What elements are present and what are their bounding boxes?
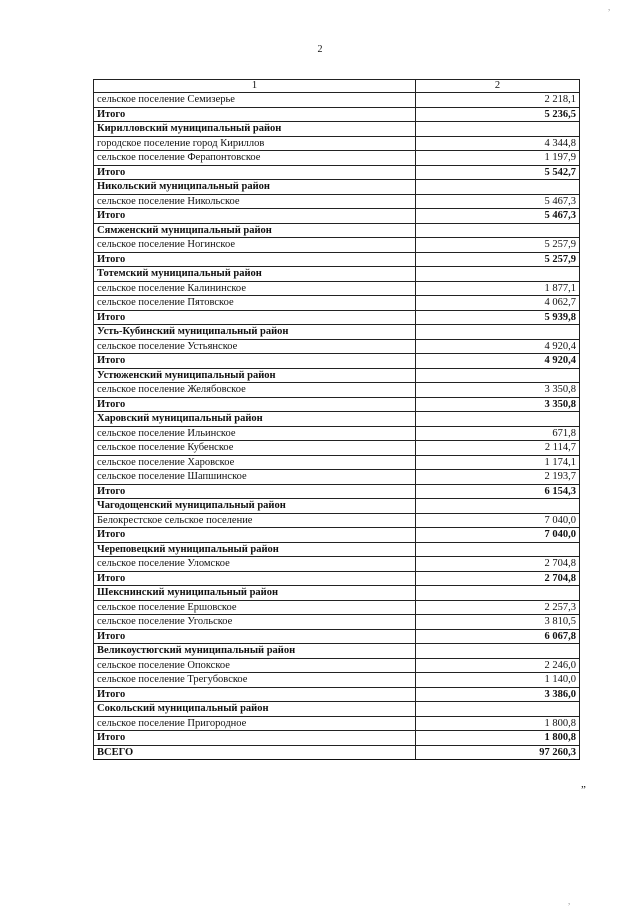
- row-name-cell: Итого: [94, 252, 416, 267]
- budget-allocation-table: [93, 79, 580, 760]
- row-name-cell: сельское поселение Опокское: [94, 658, 416, 673]
- district-header-row: [94, 267, 580, 282]
- settlement-row: [94, 136, 580, 151]
- row-name-cell: сельское поселение Шапшинское: [94, 470, 416, 485]
- settlement-row: [94, 296, 580, 311]
- settlement-row: [94, 194, 580, 209]
- settlement-row: [94, 673, 580, 688]
- row-name-cell: Итого: [94, 484, 416, 499]
- row-value-cell: 5 467,3: [416, 194, 580, 209]
- row-name-cell: Итого: [94, 165, 416, 180]
- row-name-cell: ВСЕГО: [94, 745, 416, 760]
- row-value-cell: 2 193,7: [416, 470, 580, 485]
- row-value-cell: 6 067,8: [416, 629, 580, 644]
- row-value-cell: 3 386,0: [416, 687, 580, 702]
- settlement-row: [94, 658, 580, 673]
- closing-quote-mark: ”: [581, 784, 586, 796]
- row-value-cell: 2 704,8: [416, 557, 580, 572]
- settlement-row: [94, 383, 580, 398]
- margin-mark-top-right: ,: [608, 2, 611, 12]
- row-name-cell: Итого: [94, 310, 416, 325]
- district-header-row: [94, 644, 580, 659]
- row-name-cell: Сокольский муниципальный район: [94, 702, 416, 717]
- subtotal-row: [94, 165, 580, 180]
- row-value-cell: 1 800,8: [416, 731, 580, 746]
- district-header-row: [94, 586, 580, 601]
- row-value-cell: 4 062,7: [416, 296, 580, 311]
- row-value-cell: 6 154,3: [416, 484, 580, 499]
- district-header-row: [94, 368, 580, 383]
- row-name-cell: Шекснинский муниципальный район: [94, 586, 416, 601]
- row-name-cell: сельское поселение Угольское: [94, 615, 416, 630]
- row-name-cell: городское поселение город Кириллов: [94, 136, 416, 151]
- row-value-cell: 7 040,0: [416, 513, 580, 528]
- row-value-cell: 4 344,8: [416, 136, 580, 151]
- subtotal-row: [94, 687, 580, 702]
- row-value-cell: 2 704,8: [416, 571, 580, 586]
- page-number: 2: [317, 44, 323, 55]
- row-name-cell: сельское поселение Семизерье: [94, 93, 416, 108]
- row-name-cell: Белокрестское сельское поселение: [94, 513, 416, 528]
- row-name-cell: сельское поселение Трегубовское: [94, 673, 416, 688]
- settlement-row: [94, 600, 580, 615]
- district-header-row: [94, 499, 580, 514]
- row-value-cell: 1 877,1: [416, 281, 580, 296]
- row-name-cell: сельское поселение Уломское: [94, 557, 416, 572]
- subtotal-row: [94, 354, 580, 369]
- row-value-cell: 671,8: [416, 426, 580, 441]
- row-value-cell: 3 810,5: [416, 615, 580, 630]
- settlement-row: [94, 426, 580, 441]
- row-name-cell: сельское поселение Ильинское: [94, 426, 416, 441]
- row-value-cell: 1 140,0: [416, 673, 580, 688]
- row-value-cell: 1 197,9: [416, 151, 580, 166]
- settlement-row: [94, 151, 580, 166]
- row-name-cell: сельское поселение Харовское: [94, 455, 416, 470]
- row-value-cell: 5 257,9: [416, 238, 580, 253]
- row-name-cell: Череповецкий муниципальный район: [94, 542, 416, 557]
- row-name-cell: Итого: [94, 571, 416, 586]
- column-header-2: 2: [416, 80, 580, 93]
- settlement-row: [94, 615, 580, 630]
- row-name-cell: Итого: [94, 209, 416, 224]
- subtotal-row: [94, 528, 580, 543]
- grand-total-row: [94, 745, 580, 760]
- settlement-row: [94, 557, 580, 572]
- row-value-cell: 5 542,7: [416, 165, 580, 180]
- row-name-cell: сельское поселение Устьянское: [94, 339, 416, 354]
- row-value-cell: [416, 586, 580, 601]
- settlement-row: [94, 441, 580, 456]
- settlement-row: [94, 470, 580, 485]
- subtotal-row: [94, 397, 580, 412]
- row-value-cell: [416, 542, 580, 557]
- row-value-cell: [416, 223, 580, 238]
- row-value-cell: 5 939,8: [416, 310, 580, 325]
- district-header-row: [94, 223, 580, 238]
- subtotal-row: [94, 310, 580, 325]
- row-name-cell: сельское поселение Ногинское: [94, 238, 416, 253]
- row-name-cell: Итого: [94, 528, 416, 543]
- row-name-cell: Тотемский муниципальный район: [94, 267, 416, 282]
- table-header-row: [94, 80, 580, 93]
- subtotal-row: [94, 571, 580, 586]
- row-name-cell: Итого: [94, 731, 416, 746]
- row-name-cell: сельское поселение Никольское: [94, 194, 416, 209]
- row-value-cell: [416, 412, 580, 427]
- row-value-cell: [416, 644, 580, 659]
- column-header-1: 1: [94, 80, 416, 93]
- row-value-cell: 5 236,5: [416, 107, 580, 122]
- row-name-cell: Усть-Кубинский муниципальный район: [94, 325, 416, 340]
- settlement-row: [94, 238, 580, 253]
- settlement-row: [94, 455, 580, 470]
- district-header-row: [94, 542, 580, 557]
- row-value-cell: [416, 702, 580, 717]
- settlement-row: [94, 513, 580, 528]
- settlement-row: [94, 339, 580, 354]
- subtotal-row: [94, 209, 580, 224]
- row-value-cell: 3 350,8: [416, 383, 580, 398]
- row-name-cell: сельское поселение Пригородное: [94, 716, 416, 731]
- row-name-cell: сельское поселение Ферапонтовское: [94, 151, 416, 166]
- settlement-row: [94, 93, 580, 108]
- row-value-cell: [416, 325, 580, 340]
- row-value-cell: 5 467,3: [416, 209, 580, 224]
- row-value-cell: 2 257,3: [416, 600, 580, 615]
- row-name-cell: Никольский муниципальный район: [94, 180, 416, 195]
- subtotal-row: [94, 252, 580, 267]
- row-value-cell: 2 246,0: [416, 658, 580, 673]
- row-name-cell: сельское поселение Пятовское: [94, 296, 416, 311]
- row-value-cell: 2 218,1: [416, 93, 580, 108]
- district-header-row: [94, 325, 580, 340]
- settlement-row: [94, 716, 580, 731]
- row-name-cell: Устюженский муниципальный район: [94, 368, 416, 383]
- row-value-cell: 1 174,1: [416, 455, 580, 470]
- row-name-cell: сельское поселение Калининское: [94, 281, 416, 296]
- row-value-cell: [416, 267, 580, 282]
- row-value-cell: 97 260,3: [416, 745, 580, 760]
- row-name-cell: Итого: [94, 687, 416, 702]
- row-name-cell: Харовский муниципальный район: [94, 412, 416, 427]
- row-value-cell: [416, 180, 580, 195]
- row-value-cell: 1 800,8: [416, 716, 580, 731]
- row-name-cell: Итого: [94, 107, 416, 122]
- district-header-row: [94, 412, 580, 427]
- row-value-cell: [416, 499, 580, 514]
- row-name-cell: Сямженский муниципальный район: [94, 223, 416, 238]
- table-body: [94, 80, 580, 760]
- row-value-cell: 4 920,4: [416, 354, 580, 369]
- row-value-cell: 5 257,9: [416, 252, 580, 267]
- row-value-cell: 7 040,0: [416, 528, 580, 543]
- subtotal-row: [94, 484, 580, 499]
- district-header-row: [94, 702, 580, 717]
- settlement-row: [94, 281, 580, 296]
- subtotal-row: [94, 107, 580, 122]
- row-value-cell: [416, 368, 580, 383]
- margin-mark-bottom-right: ,: [568, 896, 571, 906]
- district-header-row: [94, 122, 580, 137]
- subtotal-row: [94, 629, 580, 644]
- row-name-cell: Итого: [94, 397, 416, 412]
- row-value-cell: [416, 122, 580, 137]
- row-value-cell: 4 920,4: [416, 339, 580, 354]
- row-name-cell: сельское поселение Желябовское: [94, 383, 416, 398]
- row-name-cell: Кирилловский муниципальный район: [94, 122, 416, 137]
- district-header-row: [94, 180, 580, 195]
- row-name-cell: сельское поселение Кубенское: [94, 441, 416, 456]
- row-name-cell: Итого: [94, 354, 416, 369]
- row-name-cell: сельское поселение Ершовское: [94, 600, 416, 615]
- row-value-cell: 3 350,8: [416, 397, 580, 412]
- row-name-cell: Итого: [94, 629, 416, 644]
- row-name-cell: Чагодощенский муниципальный район: [94, 499, 416, 514]
- subtotal-row: [94, 731, 580, 746]
- row-value-cell: 2 114,7: [416, 441, 580, 456]
- row-name-cell: Великоустюгский муниципальный район: [94, 644, 416, 659]
